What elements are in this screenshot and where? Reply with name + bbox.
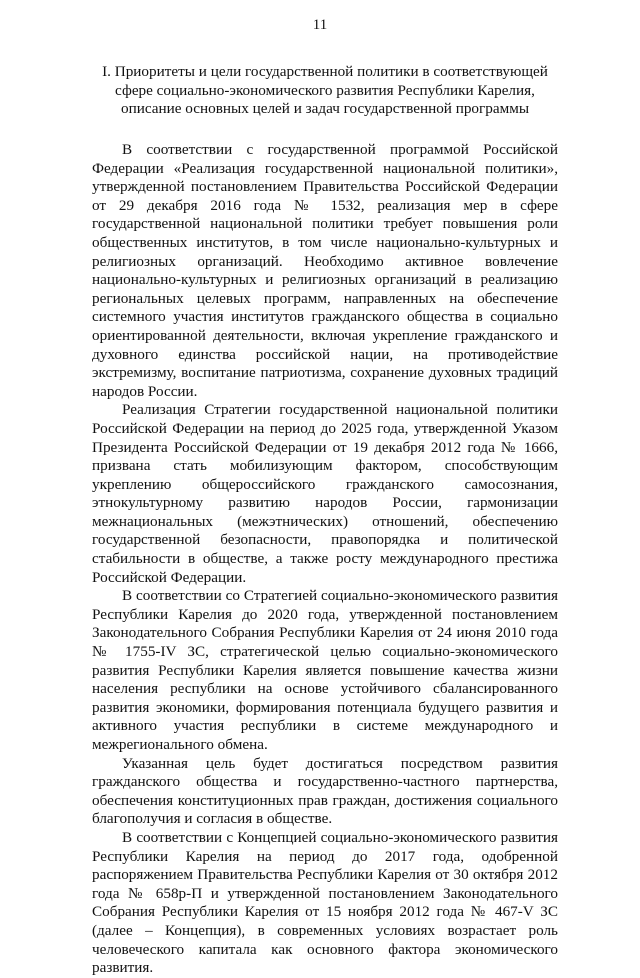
section-heading: I. Приоритеты и цели государственной политики в соответствующей сфере социально-экономического развития Республики Карелия, описание основных целей и задач государственной программы xyxy=(102,63,548,118)
paragraph: В соответствии с Концепцией социально-экономического развития Республики Карелия на период до 2017 года, одобренной распоряжением Правительства Республики Карелия от 30 октября 2012 года № 658р-П и утвержденной постановлением Законодательного Собрания Республики Карелия от 15 ноября 2012 года № 467-V ЗС (далее – Концепция), в современных условиях возрастает роль человеческого капитала как основного фактора экономического развития. xyxy=(92,828,558,977)
body-text xyxy=(92,141,558,978)
page-number: 11 xyxy=(312,17,328,33)
paragraph: В соответствии со Стратегией социально-экономического развития Республики Карелия до 2020 года, утвержденной постановлением Законодательного Собрания Республики Карелия от 24 июня 2010 года № 1755-IV ЗС, стратегической целью социально-экономического развития Республики Карелия является повышение качества жизни населения республики на основе устойчивого сбалансированного развития экономики, формирования потенциала будущего развития и активного участия республики в системе международного и межрегионального обмена. xyxy=(92,587,558,753)
paragraph: В соответствии с государственной программой Российской Федерации «Реализация государственной национальной политики», утвержденной постановлением Правительства Российской Федерации от 29 декабря 2016 года № 1532, реализация мер в сфере государственной национальной политики требует повышения роли общественных институтов, в том числе национально-культурных и религиозных организаций. Необходимо активное вовлечение национально-культурных и религиозных организаций в реализацию региональных целевых программ, направленных на обеспечение системного участия институтов гражданского общества в социально ориентированной деятельности, включая укрепление гражданского и духовного единства российской нации, на противодействие экстремизму, воспитание патриотизма, сохранение духовных традиций народов России. xyxy=(92,141,558,400)
paragraph: Реализация Стратегии государственной национальной политики Российской Федерации на период до 2025 года, утвержденной Указом Президента Российской Федерации от 19 декабря 2012 года № 1666, призвана стать мобилизующим фактором, способствующим укреплению общероссийского гражданского самосознания, этнокультурному развитию народов России, гармонизации межнациональных (межэтнических) отношений, обеспечению государственной безопасности, правопорядка и политической стабильности в обществе, а также росту международного престижа Российской Федерации. xyxy=(92,401,558,586)
paragraph: Указанная цель будет достигаться посредством развития гражданского общества и государственно-частного партнерства, обеспечения конституционных прав граждан, достижения социального благополучия и согласия в обществе. xyxy=(92,754,558,828)
